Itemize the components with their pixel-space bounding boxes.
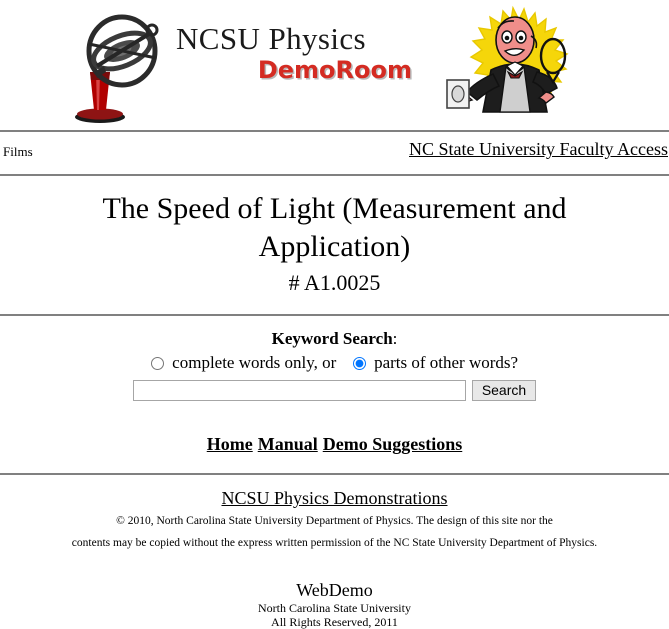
demo-number: # A1.0025 bbox=[288, 270, 381, 295]
radio-complete-words-label[interactable]: complete words only, or bbox=[172, 353, 337, 372]
link-manual[interactable]: Manual bbox=[257, 434, 318, 454]
link-ncsu-physics-demonstrations[interactable]: NCSU Physics Demonstrations bbox=[221, 488, 448, 508]
search-form-row bbox=[0, 380, 669, 401]
radio-parts-of-words-label[interactable]: parts of other words? bbox=[374, 353, 519, 372]
footer-title: WebDemo bbox=[296, 580, 373, 600]
search-heading-label: Keyword Search bbox=[271, 329, 393, 348]
keyword-search-section bbox=[0, 316, 669, 401]
wordmark-ncsu-physics: NCSU Physics bbox=[176, 21, 366, 56]
search-input[interactable] bbox=[133, 380, 466, 401]
wordmark-demoroom: DemoRoom bbox=[257, 56, 412, 84]
link-demo-suggestions[interactable]: Demo Suggestions bbox=[322, 434, 463, 454]
footer-block bbox=[0, 553, 669, 629]
copyright-block bbox=[0, 475, 669, 553]
search-button[interactable]: Search bbox=[472, 380, 536, 401]
copyright-line-2: contents may be copied without the express written permission of the NC State University Department of Physics. bbox=[71, 537, 598, 549]
quick-links bbox=[0, 431, 669, 455]
link-home[interactable]: Home bbox=[206, 434, 253, 454]
page-title: The Speed of Light (Measurement and Application) bbox=[102, 192, 567, 263]
gyroscope-icon bbox=[66, 6, 174, 124]
quicklinks-spacer bbox=[0, 455, 669, 473]
nav-link-faculty-access[interactable]: NC State University Faculty Access bbox=[409, 139, 668, 159]
nav-label-films: Films bbox=[3, 144, 33, 159]
title-block bbox=[0, 176, 669, 297]
banner-wordmark bbox=[176, 22, 426, 83]
footer-line-1: North Carolina State University bbox=[258, 601, 411, 615]
search-heading-colon: : bbox=[392, 329, 398, 348]
search-spacer bbox=[0, 401, 669, 431]
search-heading bbox=[0, 328, 669, 350]
radio-complete-words[interactable] bbox=[151, 357, 164, 370]
electrified-demonstrator-icon bbox=[443, 4, 577, 122]
search-scope-options bbox=[0, 351, 669, 375]
footer-line-2: All Rights Reserved, 2011 bbox=[271, 615, 398, 629]
radio-parts-of-words[interactable] bbox=[353, 357, 366, 370]
nav-bar bbox=[0, 132, 669, 174]
copyright-line-1: © 2010, North Carolina State University Department of Physics. The design of this site nor the bbox=[116, 515, 553, 527]
title-spacer bbox=[0, 297, 669, 314]
site-banner bbox=[0, 0, 669, 130]
